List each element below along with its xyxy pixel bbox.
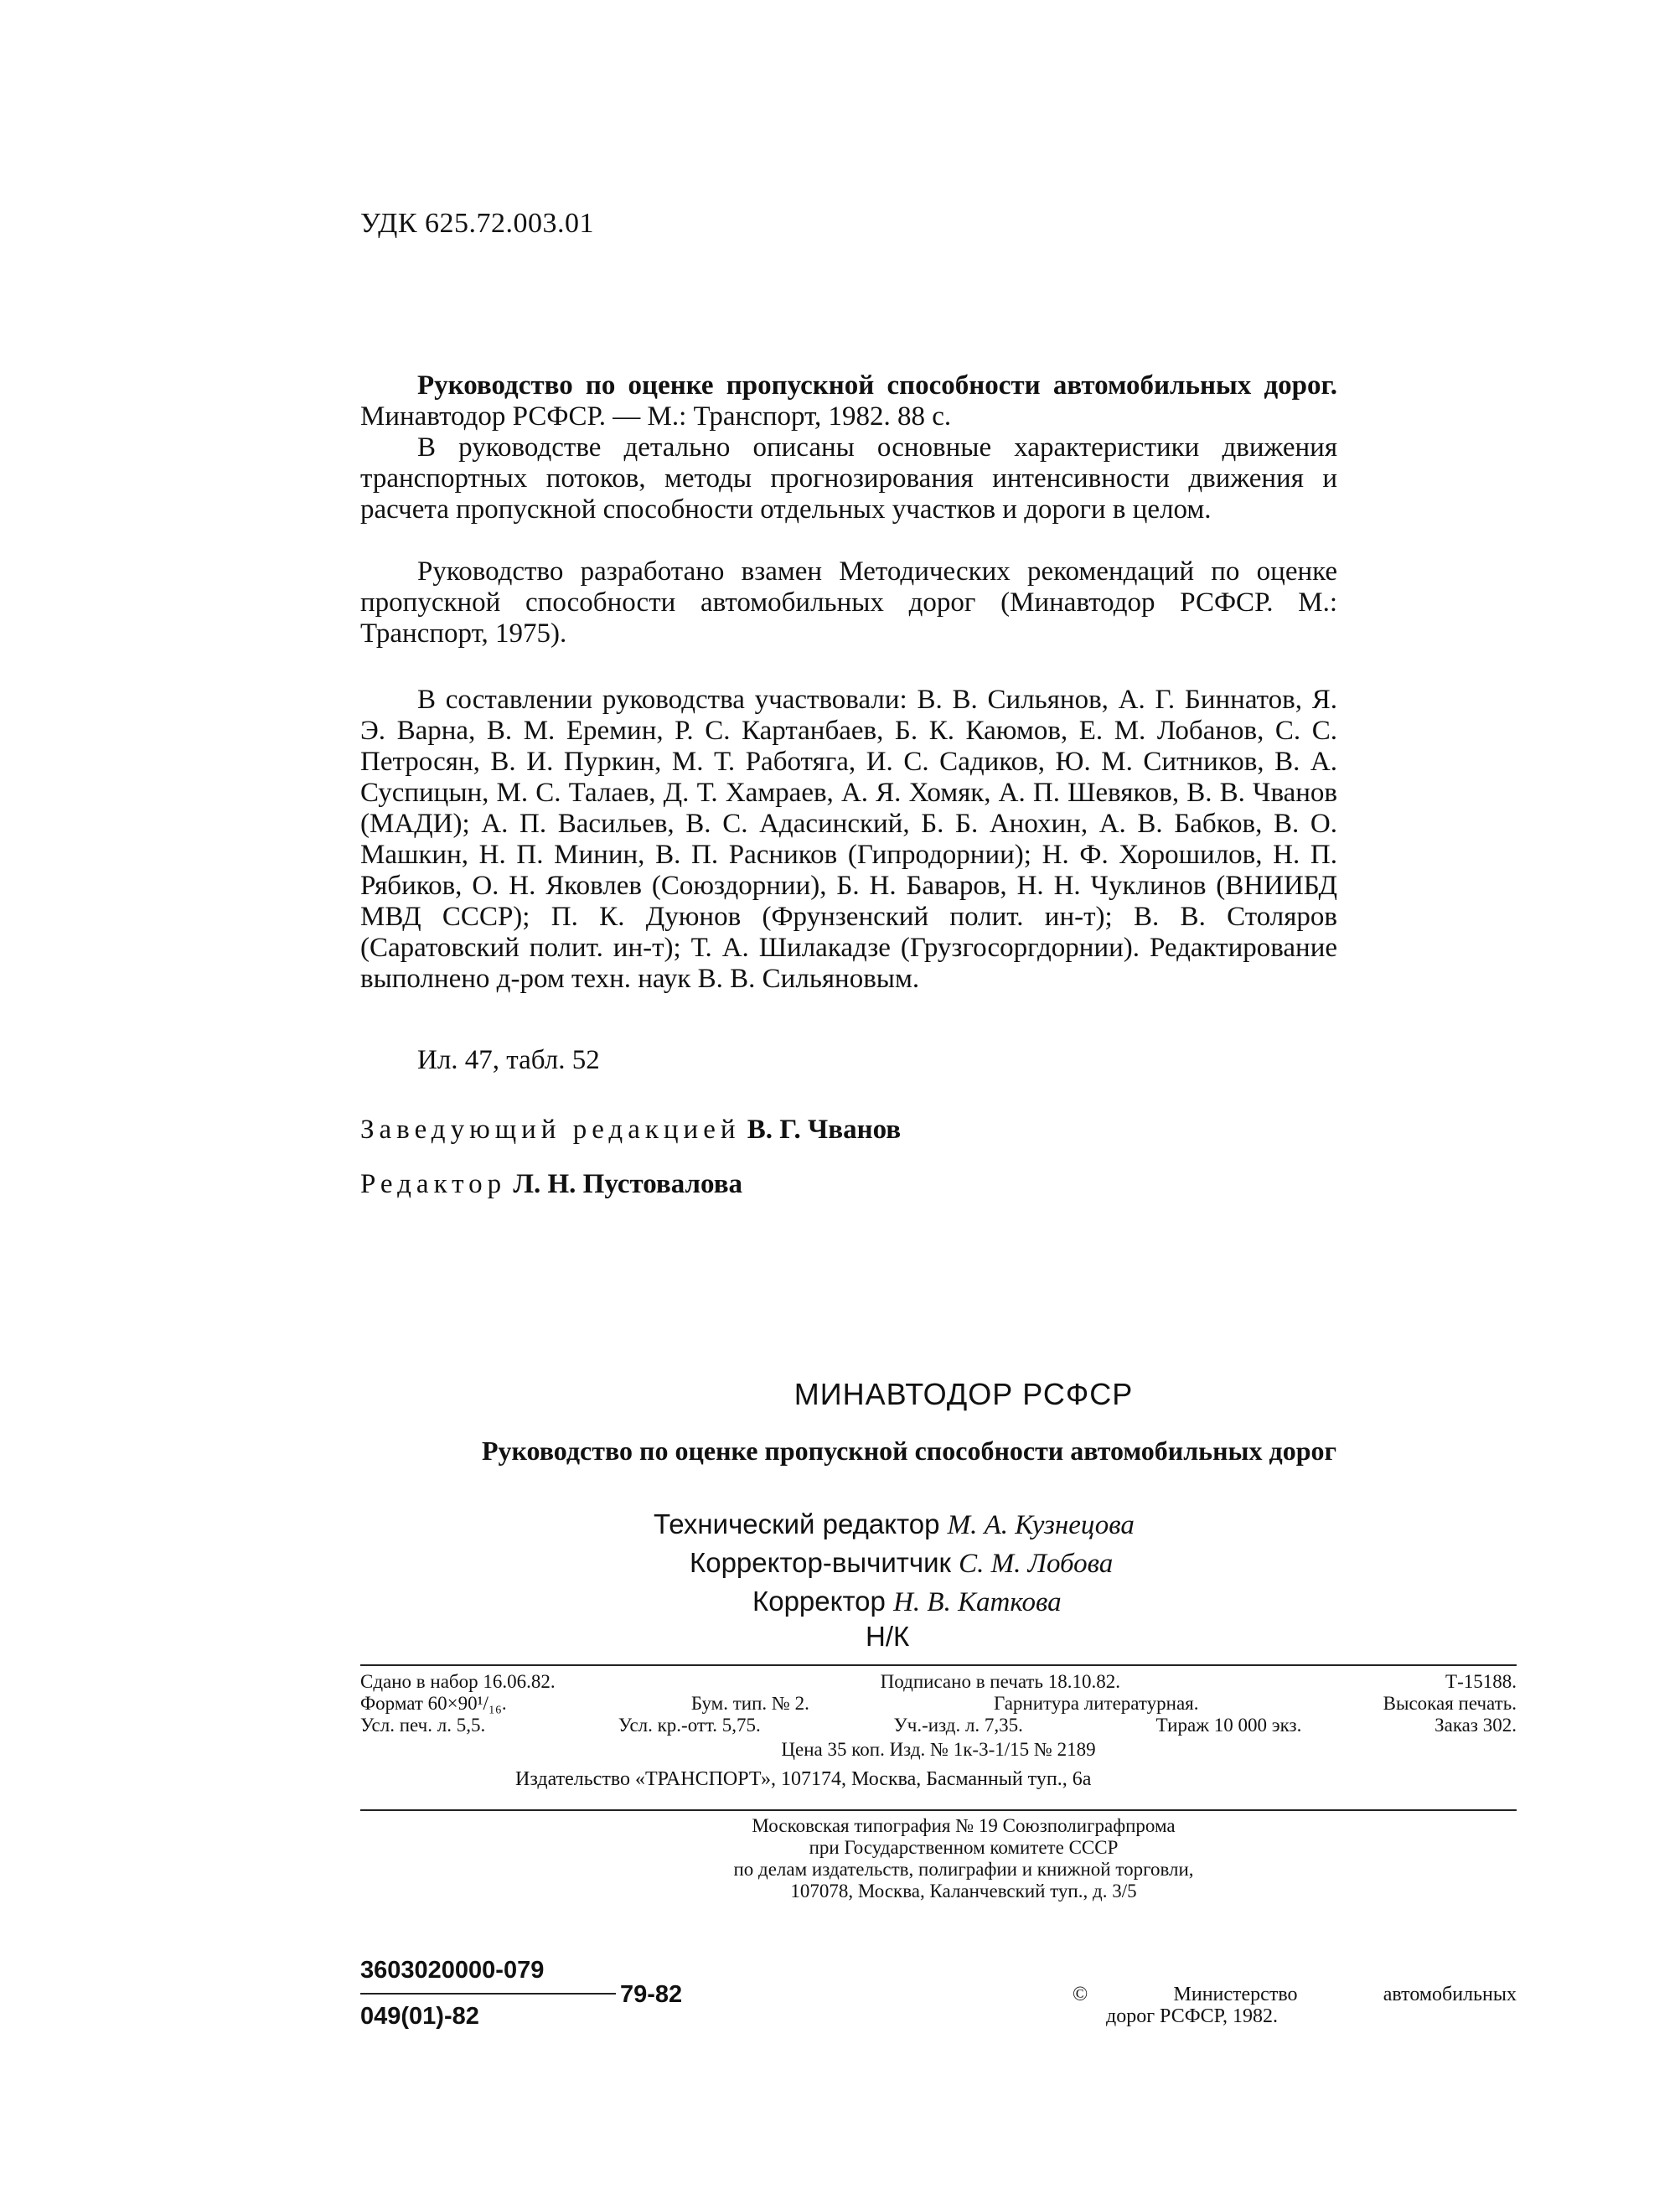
imprint-publisher-address: Издательство «ТРАНСПОРТ», 107174, Москва, Басманный туп., 6а xyxy=(515,1768,1092,1790)
publisher-heading: МИНАВТОДОР РСФСР xyxy=(793,1377,1134,1411)
imprint-cell: Усл. кр.-отт. 5,75. xyxy=(618,1715,761,1736)
printer-info xyxy=(469,1815,1458,1902)
imprint-row-3 xyxy=(360,1715,1517,1736)
classification-fraction-line xyxy=(360,1993,616,1995)
classification-code-side: 79-82 xyxy=(620,1981,683,2008)
imprint-cell: Высокая печать. xyxy=(1383,1693,1517,1714)
imprint-price-line: Цена 35 коп. Изд. № 1к-3-1/15 № 2189 xyxy=(781,1739,1096,1760)
head-name: В. Г. Чванов xyxy=(747,1115,902,1145)
colophon-title: Руководство по оценке пропускной способности автомобильных дорог xyxy=(481,1436,1337,1466)
imprint-cell: Усл. печ. л. 5,5. xyxy=(360,1715,486,1736)
book-title-rest: Минавтодор РСФСР. — М.: Транспорт, 1982. 88 с. xyxy=(360,401,952,432)
tech-editor-label: Технический редактор xyxy=(654,1508,940,1539)
annotation-paragraph-2: Руководство разработано взамен Методических рекомендаций по оценке пропускной способности автомобильных дорог (Минавтодор РСФСР. М.: Транспорт, 1975). xyxy=(360,556,1337,649)
nk-mark: Н/К xyxy=(866,1621,910,1652)
printer-line: при Государственном комитете СССР xyxy=(809,1837,1119,1858)
annotation-paragraph-1: В руководстве детально описаны основные характеристики движения транспортных потоков, методы прогнозирования интенсивности движения и расчета пропускной способности отдельных участков и дороги в целом. xyxy=(360,432,1337,525)
head-of-editorial xyxy=(360,1115,901,1146)
tech-editor-line xyxy=(654,1508,1135,1541)
classification-code-bottom: 049(01)-82 xyxy=(360,2003,479,2030)
imprint-cell: Формат 60×90¹/₁₆. xyxy=(360,1693,507,1714)
copyright-line: дорог РСФСР, 1982. xyxy=(1106,2005,1279,2027)
proofreader1-label: Корректор-вычитчик xyxy=(690,1547,951,1578)
printer-line: по делам издательств, полиграфии и книжной торговли, xyxy=(733,1859,1194,1880)
head-label: Заведующий редакцией xyxy=(360,1115,741,1145)
contributors-paragraph: В составлении руководства участвовали: В. В. Сильянов, А. Г. Биннатов, Я. Э. Варна, В. М. Еремин, Р. С. Картанбаев, Б. К. Каюмов, Е. М. Лобанов, С. С. Петросян, В. И. Пуркин, М. Т. Работяга, И. С. Садиков, Ю. М. Ситников, В. А. Суспицын, М. С. Талаев, Д. Т. Хамраев, А. Я. Хомяк, А. П. Шевяков, В. В. Чванов (МАДИ); А. П. Васильев, В. С. Адасинский, Б. Б. Анохин, А. В. Бабков, В. О. Машкин, Н. П. Минин, В. П. Расников (Гипродорнии); Н. Ф. Хорошилов, Н. П. Рябиков, О. Н. Яковлев (Союздорнии), Б. Н. Баваров, Н. Н. Чуклинов (ВНИИБД МВД СССР); П. К. Дуюнов (Фрунзенский полит. ин-т); В. В. Столяров (Саратовский полит. ин-т); Т. А. Шилакадзе (Грузгосоргдорнии). Редактирование выполнено д-ром техн. наук В. В. Сильяновым. xyxy=(360,685,1337,994)
proofreader1-line xyxy=(690,1547,1113,1580)
imprint-cell: Гарнитура литературная. xyxy=(994,1693,1199,1714)
imprint-cell: Тираж 10 000 экз. xyxy=(1155,1715,1302,1736)
annotation-title xyxy=(360,370,1337,432)
copyright-notice xyxy=(1073,1984,1517,2027)
imprint-row-2 xyxy=(360,1693,1517,1715)
proofreader1-name: С. М. Лобова xyxy=(959,1549,1114,1579)
imprint-cell: Т-15188. xyxy=(1445,1671,1517,1692)
printer-line: 107078, Москва, Каланчевский туп., д. 3/5 xyxy=(790,1881,1137,1901)
imprint-bottom-divider xyxy=(360,1809,1517,1811)
editor-name: Л. Н. Пустовалова xyxy=(513,1169,743,1199)
illustrations-count: Ил. 47, табл. 52 xyxy=(417,1045,600,1075)
book-title-bold: Руководство по оценке пропускной способности автомобильных дорог. xyxy=(417,370,1337,401)
classification-code-top: 3603020000-079 xyxy=(360,1957,545,1984)
printer-line: Московская типография № 19 Союзполиграфпрома xyxy=(752,1815,1176,1836)
imprint-top-divider xyxy=(360,1664,1517,1666)
proofreader2-name: Н. В. Каткова xyxy=(893,1587,1062,1617)
imprint-row-1 xyxy=(360,1671,1517,1693)
imprint-cell: Подписано в печать 18.10.82. xyxy=(880,1671,1120,1692)
imprint-cell: Сдано в набор 16.06.82. xyxy=(360,1671,556,1692)
editor-line xyxy=(360,1169,742,1200)
proofreader2-line xyxy=(752,1586,1062,1618)
udk-code: УДК 625.72.003.01 xyxy=(360,208,595,239)
imprint-cell: Уч.-изд. л. 7,35. xyxy=(893,1715,1023,1736)
editor-label: Редактор xyxy=(360,1169,507,1199)
imprint-cell: Заказ 302. xyxy=(1434,1715,1517,1736)
copyright-line: © Министерство автомобильных xyxy=(1073,1984,1517,2005)
tech-editor-name: М. А. Кузнецова xyxy=(947,1510,1135,1540)
imprint-cell: Бум. тип. № 2. xyxy=(690,1693,809,1714)
proofreader2-label: Корректор xyxy=(752,1586,886,1617)
